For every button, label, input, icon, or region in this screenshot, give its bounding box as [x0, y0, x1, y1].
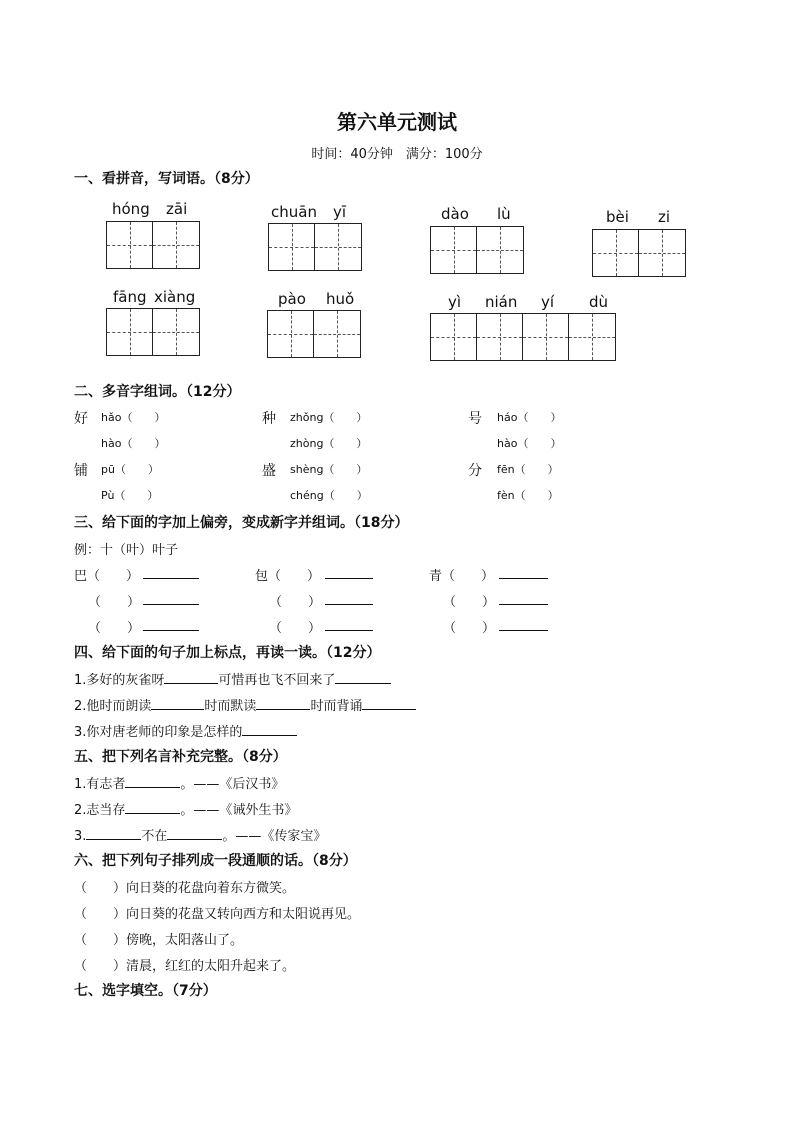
- writing-grid[interactable]: [430, 226, 524, 274]
- pinyin: nián: [485, 293, 518, 311]
- polyphone-char: 分: [468, 463, 482, 479]
- punct-blank[interactable]: [151, 698, 204, 710]
- pinyin: yí: [541, 293, 555, 311]
- paren-blank[interactable]: （ ）: [443, 595, 496, 610]
- quote-text: 2.志当存: [74, 803, 126, 818]
- polyphone-reading[interactable]: hào（ ）: [101, 437, 166, 450]
- pinyin: xiàng: [154, 288, 196, 306]
- answer-blank[interactable]: [325, 619, 373, 631]
- base-char: 巴: [74, 569, 88, 584]
- quote-source: 。——《传家宝》: [222, 829, 327, 844]
- pinyin: zāi: [166, 200, 188, 218]
- writing-grid[interactable]: [268, 223, 362, 271]
- polyphone-reading[interactable]: háo（ ）: [497, 411, 562, 424]
- answer-blank[interactable]: [499, 619, 548, 631]
- line-number: 3.: [74, 725, 87, 740]
- pinyin: pào: [278, 290, 306, 308]
- writing-grid[interactable]: [267, 310, 361, 358]
- writing-grid[interactable]: [106, 221, 200, 269]
- quote-text: 3.: [74, 829, 87, 844]
- polyphone-reading[interactable]: chéng（ ）: [290, 489, 368, 502]
- punct-blank[interactable]: [242, 724, 297, 736]
- quote-line: [74, 825, 326, 844]
- radical-row: [255, 565, 320, 584]
- answer-blank[interactable]: [143, 567, 199, 579]
- radical-row: [74, 565, 139, 584]
- quote-blank[interactable]: [86, 828, 141, 840]
- answer-blank[interactable]: [143, 619, 199, 631]
- punctuation-line: [74, 721, 297, 740]
- polyphone-reading[interactable]: Pù（ ）: [101, 489, 159, 502]
- pinyin: huǒ: [326, 290, 355, 308]
- sentence-part: 多好的灰雀呀: [86, 673, 165, 688]
- section-2-heading: 二、多音字组词。（12分）: [74, 384, 241, 400]
- polyphone-char: 种: [262, 411, 276, 427]
- pinyin: hóng: [112, 200, 150, 218]
- writing-grid[interactable]: [106, 308, 200, 356]
- paren-blank[interactable]: （ ）: [268, 569, 321, 584]
- radical-row: [429, 565, 494, 584]
- punct-blank[interactable]: [256, 698, 310, 710]
- answer-blank[interactable]: [325, 567, 373, 579]
- pinyin: yī: [333, 203, 347, 221]
- sentence-part: 可惜再也飞不回来了: [218, 673, 336, 688]
- example-text: 例：十（叶）叶子: [74, 543, 179, 558]
- ordering-item[interactable]: （ ）清晨，红红的太阳升起来了。: [74, 959, 296, 974]
- section-5-heading: 五、把下列名言补充完整。（8分）: [74, 749, 287, 765]
- section-7-heading: 七、选字填空。（7分）: [74, 983, 217, 999]
- ordering-item[interactable]: （ ）傍晚，太阳落山了。: [74, 933, 244, 948]
- ordering-item[interactable]: （ ）向日葵的花盘向着东方微笑。: [74, 881, 296, 896]
- line-number: 2.: [74, 699, 87, 714]
- pinyin: yì: [448, 293, 462, 311]
- quote-source: 。——《后汉书》: [180, 777, 285, 792]
- polyphone-reading[interactable]: zhòng（ ）: [290, 437, 368, 450]
- pinyin: bèi: [606, 208, 629, 226]
- sentence-part: 他时而朗读: [86, 699, 152, 714]
- pinyin: chuān: [271, 203, 317, 221]
- punct-blank[interactable]: [164, 672, 218, 684]
- polyphone-reading[interactable]: fēn（ ）: [497, 463, 559, 476]
- answer-blank[interactable]: [499, 593, 548, 605]
- base-char: 包: [255, 569, 269, 584]
- line-number: 1.: [74, 673, 87, 688]
- paren-blank[interactable]: （ ）: [269, 621, 322, 636]
- paren-blank[interactable]: （ ）: [443, 621, 496, 636]
- punct-blank[interactable]: [335, 672, 391, 684]
- polyphone-reading[interactable]: hǎo（ ）: [101, 411, 166, 424]
- polyphone-reading[interactable]: zhǒng（ ）: [290, 411, 368, 424]
- writing-grid[interactable]: [592, 229, 686, 277]
- section-4-heading: 四、给下面的句子加上标点，再读一读。（12分）: [74, 645, 381, 661]
- section-3-heading: 三、给下面的字加上偏旁，变成新字并组词。（18分）: [74, 515, 409, 531]
- quote-source: 。——《诫外生书》: [180, 803, 298, 818]
- punctuation-line: [74, 695, 416, 714]
- base-char: 青: [429, 569, 443, 584]
- answer-blank[interactable]: [325, 593, 373, 605]
- quote-text: 1.有志者: [74, 777, 126, 792]
- punctuation-line: [74, 669, 391, 688]
- answer-blank[interactable]: [143, 593, 199, 605]
- polyphone-char: 盛: [262, 463, 276, 479]
- polyphone-reading[interactable]: pū（ ）: [101, 463, 159, 476]
- page-title: 第六单元测试: [337, 110, 457, 134]
- punct-blank[interactable]: [362, 698, 416, 710]
- section-6-heading: 六、把下列句子排列成一段通顺的话。（8分）: [74, 853, 357, 869]
- test-info: 时间：40分钟 满分：100分: [311, 147, 483, 162]
- ordering-item[interactable]: （ ）向日葵的花盘又转向西方和太阳说再见。: [74, 907, 361, 922]
- answer-blank[interactable]: [499, 567, 548, 579]
- pinyin: lù: [497, 205, 511, 223]
- quote-line: [74, 773, 284, 792]
- paren-blank[interactable]: （ ）: [442, 569, 495, 584]
- quote-line: [74, 799, 297, 818]
- pinyin: dào: [441, 205, 469, 223]
- quote-blank[interactable]: [125, 802, 180, 814]
- pinyin: fāng: [113, 288, 147, 306]
- quote-blank[interactable]: [167, 828, 222, 840]
- writing-grid[interactable]: [430, 313, 616, 361]
- quote-text: 不在: [141, 829, 168, 844]
- polyphone-char: 好: [74, 411, 88, 427]
- paren-blank[interactable]: （ ）: [88, 595, 141, 610]
- polyphone-reading[interactable]: fèn（ ）: [497, 489, 559, 502]
- quote-blank[interactable]: [125, 776, 180, 788]
- paren-blank[interactable]: （ ）: [87, 569, 140, 584]
- paren-blank[interactable]: （ ）: [269, 595, 322, 610]
- polyphone-reading[interactable]: hào（ ）: [497, 437, 562, 450]
- section-1-heading: 一、看拼音，写词语。（8分）: [74, 171, 259, 187]
- pinyin: dù: [589, 293, 609, 311]
- sentence-part: 时而默读: [204, 699, 257, 714]
- sentence-part: 时而背诵: [310, 699, 363, 714]
- sentence-part: 你对唐老师的印象是怎样的: [86, 725, 243, 740]
- paren-blank[interactable]: （ ）: [88, 621, 141, 636]
- polyphone-char: 号: [468, 411, 482, 427]
- polyphone-char: 铺: [74, 463, 88, 479]
- polyphone-reading[interactable]: shèng（ ）: [290, 463, 368, 476]
- pinyin: zi: [658, 208, 671, 226]
